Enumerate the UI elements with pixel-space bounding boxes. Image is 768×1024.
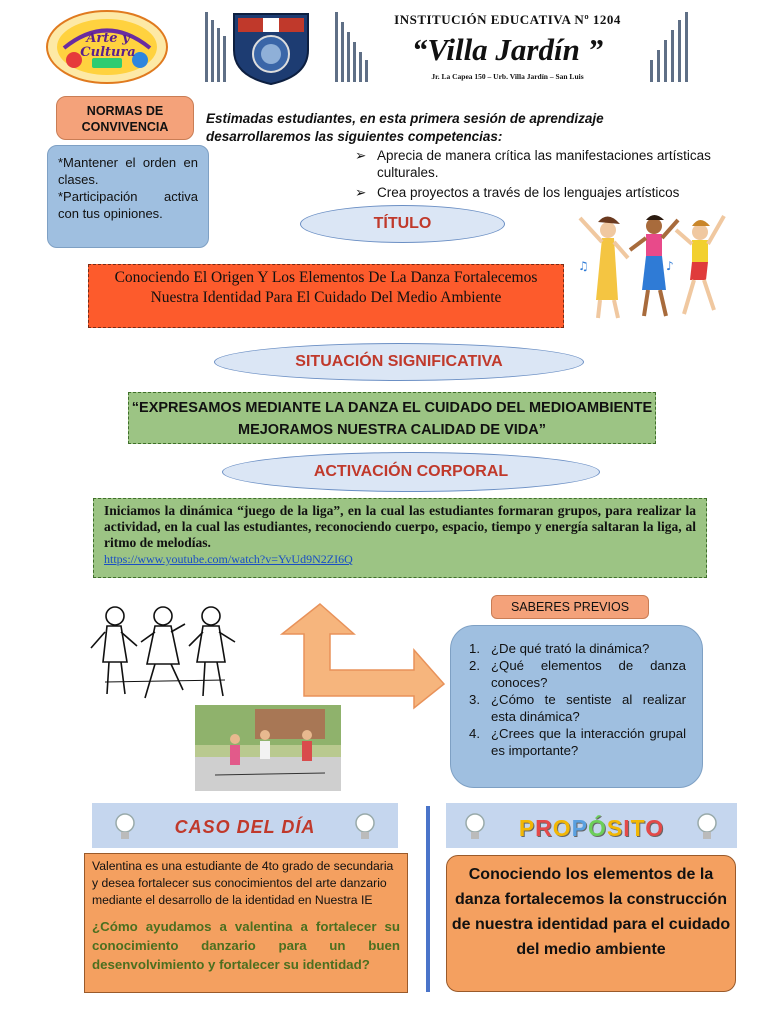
caso-text: Valentina es una estudiante de 4to grado de secundaria y desea fortalecer sus conocimientos del arte danzario mediante el desarrollo de la identidad en Nuestra IE — [92, 859, 394, 907]
proposito-letter: P — [518, 815, 536, 841]
proposito-letter: T — [630, 815, 646, 841]
question-text: ¿De qué trató la dinámica? — [491, 641, 650, 656]
proposito-text: Conociendo los elementos de la danza fortalecemos la construcción de nuestra identidad para el cuidado del medio ambiente — [446, 855, 736, 992]
saberes-question — [469, 657, 686, 691]
school-motto: “Villa Jardín ” — [411, 32, 604, 67]
saberes-question — [469, 640, 686, 657]
question-number: 1. — [469, 641, 480, 656]
intro-text: Estimadas estudiantes, en esta primera sesión de aprendizaje desarrollaremos las siguientes competencias: — [206, 111, 604, 144]
question-number: 3. — [469, 692, 480, 707]
proposito-letter: Ó — [588, 815, 607, 841]
section-divider — [426, 806, 430, 992]
activacion-label: ACTIVACIÓN CORPORAL — [222, 452, 600, 492]
playground-photo — [195, 705, 341, 791]
proposito-title — [446, 815, 737, 842]
proposito-letter: R — [535, 815, 553, 841]
dancers-illustration — [568, 210, 728, 325]
question-text: ¿Cómo te sentiste al realizar esta dinámica? — [491, 692, 686, 724]
proposito-letter: S — [606, 815, 624, 841]
jumping-rope-drawing — [85, 602, 240, 707]
school-address: Jr. La Capea 150 – Urb. Villa Jardín – San Luis — [431, 72, 584, 81]
youtube-link[interactable]: https://www.youtube.com/watch?v=YvUd9N2ZI6Q — [104, 552, 353, 566]
session-title: Conociendo El Origen Y Los Elementos De La Danza Fortalecemos Nuestra Identidad Para El Cuidado Del Medio Ambiente — [88, 264, 564, 328]
norms-label: NORMAS DE CONVIVENCIA — [56, 96, 194, 140]
caso-box — [84, 853, 408, 993]
competency-item: ➢ Crea proyectos a través de los lenguajes artísticos — [355, 184, 745, 201]
svg-text:♪: ♪ — [666, 259, 674, 273]
activacion-box — [93, 498, 707, 578]
situacion-label: SITUACIÓN SIGNIFICATIVA — [214, 343, 584, 381]
arte-cultura-logo — [44, 8, 170, 86]
direction-arrow — [274, 600, 448, 710]
situacion-text: “EXPRESAMOS MEDIANTE LA DANZA EL CUIDADO DEL MEDIOAMBIENTE MEJORAMOS NUESTRA CALIDAD DE VIDA” — [128, 392, 656, 444]
saberes-question — [469, 725, 686, 759]
competencies-list — [355, 147, 745, 204]
school-name: INSTITUCIÓN EDUCATIVA Nº 1204 — [394, 12, 621, 27]
question-number: 4. — [469, 726, 480, 741]
norms-box — [47, 145, 209, 248]
proposito-letter: P — [571, 815, 589, 841]
caso-question: ¿Cómo ayudamos a valentina a fortalecer su conocimiento danzario para un buen desenvolvimiento y fortalecer su identidad? — [92, 919, 400, 972]
titulo-label: TÍTULO — [300, 205, 505, 243]
proposito-letter: O — [552, 815, 572, 841]
logo-text: Arte y Cultura — [80, 31, 136, 60]
svg-text:♫: ♫ — [578, 259, 589, 273]
activacion-text: Iniciamos la dinámica “juego de la liga”, en la cual las estudiantes formaran grupos, para realizar la actividad, en la cual las estudiantes, reconociendo cuerpo, espacio, tiempo y energía saltaran la liga, al ritmo de melodías. — [104, 503, 696, 550]
norm-item: *Participación activa con tus opiniones. — [58, 189, 198, 221]
decorative-lines-right — [650, 12, 710, 82]
competency-item: ➢ Aprecia de manera crítica las manifestaciones artísticas culturales. — [355, 147, 745, 181]
question-text: ¿Crees que la interacción grupal es importante? — [491, 726, 686, 758]
saberes-box — [450, 625, 703, 788]
proposito-letter: I — [623, 815, 631, 841]
caso-title: CASO DEL DÍA — [174, 817, 316, 837]
saberes-question — [469, 691, 686, 725]
proposito-letter: O — [645, 815, 665, 841]
question-text: ¿Qué elementos de danza conoces? — [491, 658, 686, 690]
question-number: 2. — [469, 658, 480, 673]
norm-item: *Mantener el orden en clases. — [58, 155, 198, 187]
school-crest — [230, 10, 312, 86]
saberes-label: SABERES PREVIOS — [491, 595, 649, 619]
